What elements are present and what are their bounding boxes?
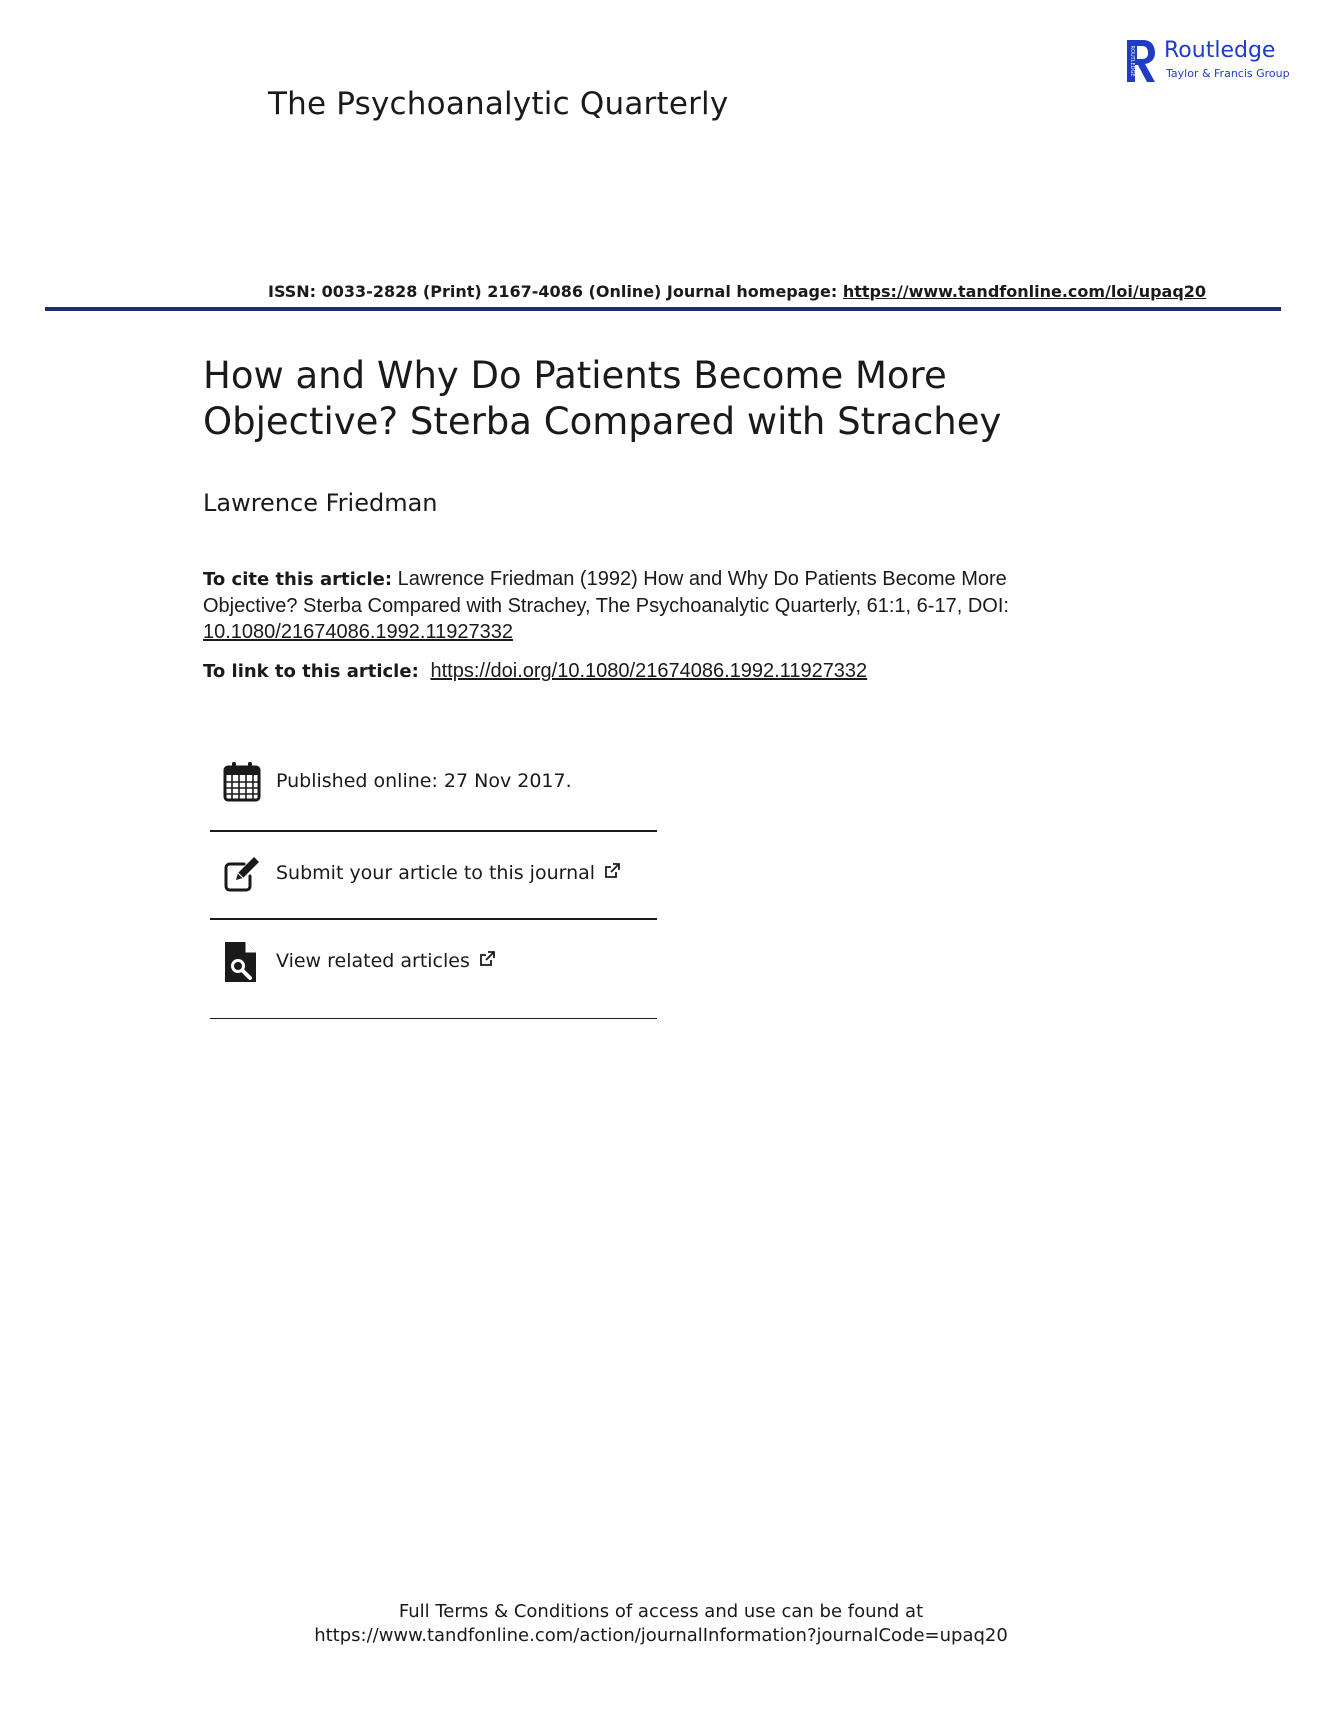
published-online-row (210, 760, 657, 810)
published-online-text: Published online: 27 Nov 2017. (276, 770, 572, 792)
divider (210, 830, 657, 832)
journal-title: The Psychoanalytic Quarterly (268, 86, 729, 122)
routledge-logo[interactable] (1126, 38, 1296, 84)
external-link-icon (478, 950, 496, 968)
article-author: Lawrence Friedman (203, 489, 438, 517)
logo-mark-text: ROUTLEDGE (1129, 45, 1135, 77)
article-link-line (203, 660, 867, 683)
edit-icon (222, 852, 262, 896)
issn-text: ISSN: 0033-2828 (Print) 2167-4086 (Online) Journal homepage: (268, 282, 838, 301)
journal-homepage-link[interactable]: https://www.tandfonline.com/loi/upaq20 (842, 282, 1207, 301)
external-link-icon (603, 862, 621, 880)
submit-article-link[interactable]: Submit your article to this journal (276, 862, 596, 884)
header-rule (45, 307, 1281, 311)
routledge-logo-icon (1126, 38, 1156, 84)
article-title: How and Why Do Patients Become More Objective? Sterba Compared with Strachey (203, 354, 1002, 443)
calendar-icon (222, 760, 262, 804)
article-doi-link[interactable]: https://doi.org/10.1080/21674086.1992.11927332 (430, 660, 868, 682)
search-document-icon (222, 940, 262, 984)
publisher-name: Routledge (1164, 38, 1276, 63)
cite-text: Lawrence Friedman (1992) How and Why Do Patients Become More Objective? Sterba Compared with Strachey, The Psychoanalytic Quarterly, 61:1, 6-17, DOI: (203, 568, 1009, 617)
cite-label: To cite this article: (203, 569, 393, 590)
divider (210, 1018, 657, 1019)
cite-doi-link[interactable]: 10.1080/21674086.1992.11927332 (203, 621, 513, 643)
terms-text: Full Terms & Conditions of access and use can be found at (398, 1601, 924, 1622)
publisher-subtitle: Taylor & Francis Group (1166, 67, 1290, 80)
related-articles-row[interactable] (210, 940, 657, 990)
link-label: To link to this article: (203, 661, 419, 682)
citation-block (203, 566, 1083, 645)
terms-url[interactable]: https://www.tandfonline.com/action/journalInformation?journalCode=upaq20 (314, 1625, 1008, 1646)
related-articles-link[interactable]: View related articles (276, 950, 470, 972)
submit-article-row[interactable] (210, 852, 657, 902)
divider (210, 918, 657, 920)
issn-line (268, 282, 1206, 301)
terms-footer (0, 1600, 1322, 1648)
